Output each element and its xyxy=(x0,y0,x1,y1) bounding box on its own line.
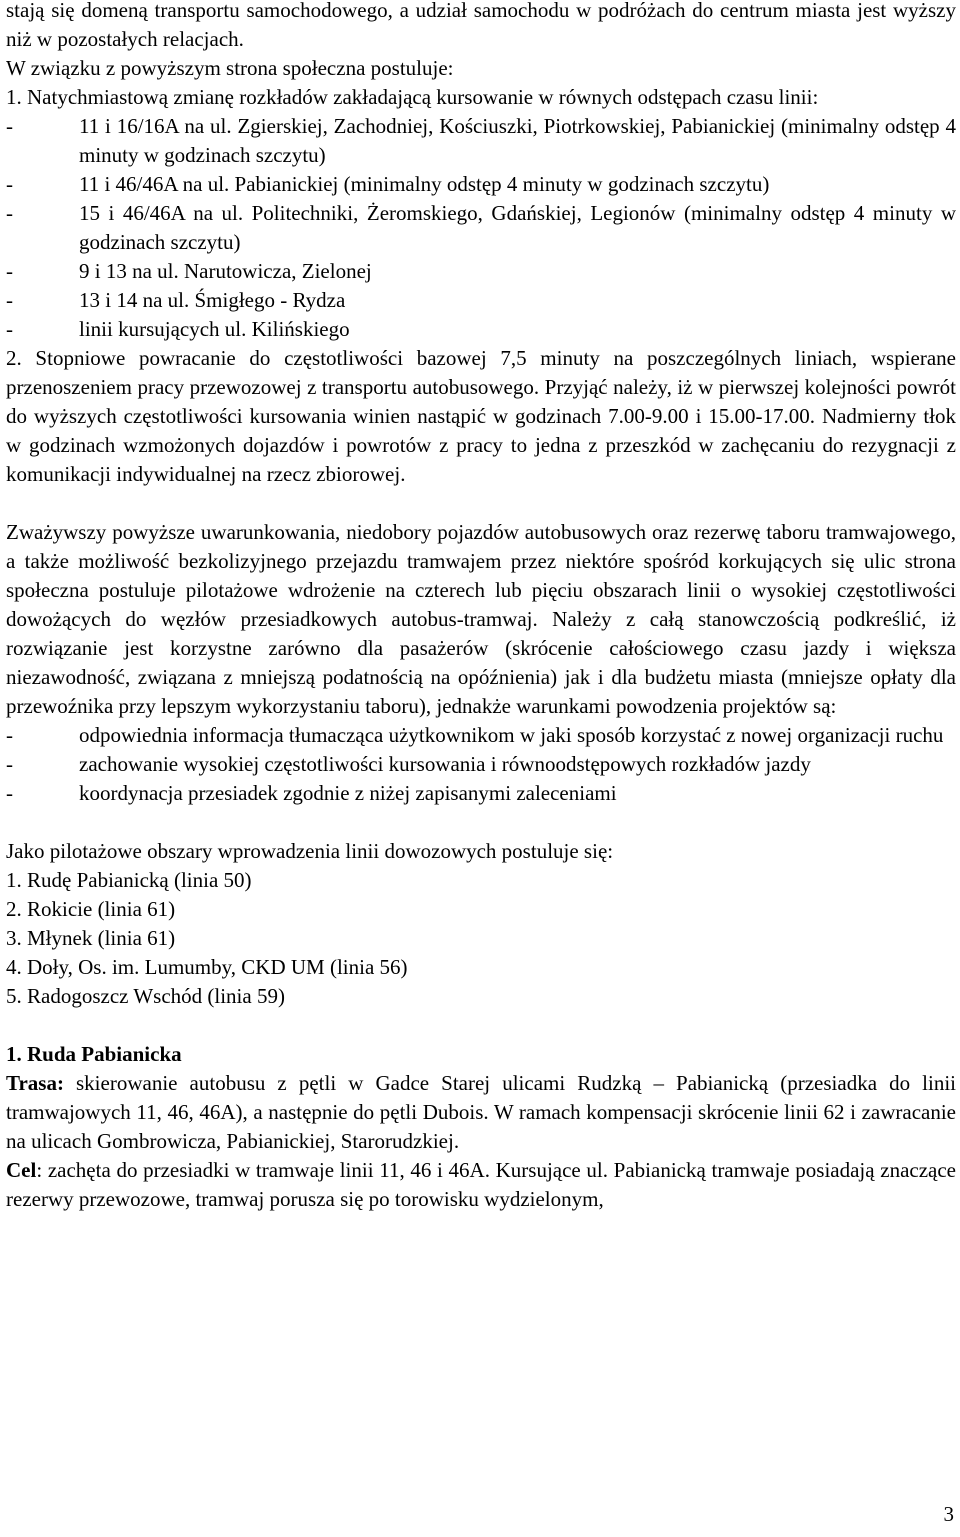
intro-paragraph: stają się domeną transportu samochodowego, a udział samochodu w podróżach do centrum miasta jest wyższy niż w pozostałych relacjach. xyxy=(6,0,956,51)
conditions-list xyxy=(6,721,956,808)
postulate-item-2: 2. Stopniowe powracanie do częstotliwości bazowej 7,5 minuty na poszczególnych liniach, wspierane przenoszeniem pracy przewozowej z transportu autobusowego. Przyjąć należy, iż w pierwszej kolejności powrót do wyższych częstotliwości kursowania winien nastąpić w godzinach 7.00-9.00 i 15.00-17.00. Nadmierny tłok w godzinach wzmożonych dojazdów i powrotów z pracy to jedna z przeszkód w zachęcaniu do rezygnacji z komunikacji indywidualnej na rzecz zbiorowej. xyxy=(6,346,956,486)
goal-paragraph xyxy=(6,1156,956,1214)
page-number: 3 xyxy=(943,1502,954,1526)
list-item: - 11 i 16/16A na ul. Zgierskiej, Zachodniej, Kościuszki, Piotrkowskiej, Pabianickiej (minimalny odstęp 4 minuty w godzinach szczytu) xyxy=(6,114,956,167)
list-item: 2. Rokicie (linia 61) xyxy=(6,897,176,921)
postulate-lead: W związku z powyższym strona społeczna postuluje: xyxy=(6,56,454,80)
route-label: Trasa: xyxy=(6,1071,64,1095)
route-text: skierowanie autobusu z pętli w Gadce Starej ulicami Rudzką – Pabianicką (przesiadka do linii tramwajowych 11, 46, 46A), a następnie do pętli Dubois. W ramach kompensacji skrócenie linii 62 i zawracanie na ulicach Gombrowicza, Pabianickiej, Starorudzkiej. xyxy=(6,1071,956,1153)
list-item: 4. Doły, Os. im. Lumumby, CKD UM (linia 56) xyxy=(6,955,408,979)
list-item: 1. Rudę Pabianicką (linia 50) xyxy=(6,868,252,892)
section-heading: 1. Ruda Pabianicka xyxy=(6,1042,182,1066)
pilot-areas-list xyxy=(6,866,956,1011)
line-list xyxy=(6,112,956,344)
list-item: - 15 i 46/46A na ul. Politechniki, Żeromskiego, Gdańskiej, Legionów (minimalny odstęp 4 minuty w godzinach szczytu) xyxy=(6,201,956,254)
list-item: - koordynacja przesiadek zgodnie z niżej zapisanymi zaleceniami xyxy=(6,781,617,805)
list-item: 3. Młynek (linia 61) xyxy=(6,926,176,950)
pilot-areas-heading: Jako pilotażowe obszary wprowadzenia linii dowozowych postuluje się: xyxy=(6,839,614,863)
conditions-paragraph: Zważywszy powyższe uwarunkowania, niedobory pojazdów autobusowych oraz rezerwę taboru tramwajowego, a także możliwość bezkolizyjnego przejazdu tramwajem przez niektóre spośród korkujących się ulic strona społeczna postuluje pilotażowe wdrożenie na czterech lub pięciu obszarach linii o wysokiej częstotliwości dowożących do węzłów przesiadkowych autobus-tramwaj. Należy z całą stanowczością podkreślić, iż rozwiązanie jest korzystne zarówno dla pasażerów (skrócenie całościowego czasu jazdy i większa niezawodność, związana z mniejszą podatnością na opóźnienia) jak i dla budżetu miasta (mniejsze opłaty dla przewoźnika przy lepszym wykorzystaniu taboru), jednakże warunkami powodzenia projektów są: xyxy=(6,520,956,718)
list-item: 5. Radogoszcz Wschód (linia 59) xyxy=(6,984,285,1008)
document-page xyxy=(6,0,956,1214)
list-item: - linii kursujących ul. Kilińskiego xyxy=(6,317,350,341)
list-item: - 9 i 13 na ul. Narutowicza, Zielonej xyxy=(6,259,372,283)
list-item: - zachowanie wysokiej częstotliwości kursowania i równoodstępowych rozkładów jazdy xyxy=(6,752,811,776)
postulate-item-1: 1. Natychmiastową zmianę rozkładów zakładającą kursowanie w równych odstępach czasu linii: xyxy=(6,85,819,109)
goal-label: Cel xyxy=(6,1158,37,1182)
route-paragraph xyxy=(6,1069,956,1156)
list-item: - 13 i 14 na ul. Śmigłego - Rydza xyxy=(6,288,346,312)
goal-text: : zachęta do przesiadki w tramwaje linii 11, 46 i 46A. Kursujące ul. Pabianicką tramwaje posiadają znaczące rezerwy przewozowe, tramwaj porusza się po torowisku wydzielonym, xyxy=(6,1158,956,1211)
list-item: - odpowiednia informacja tłumacząca użytkownikom w jaki sposób korzystać z nowej organizacji ruchu xyxy=(6,723,944,747)
list-item: - 11 i 46/46A na ul. Pabianickiej (minimalny odstęp 4 minuty w godzinach szczytu) xyxy=(6,172,770,196)
